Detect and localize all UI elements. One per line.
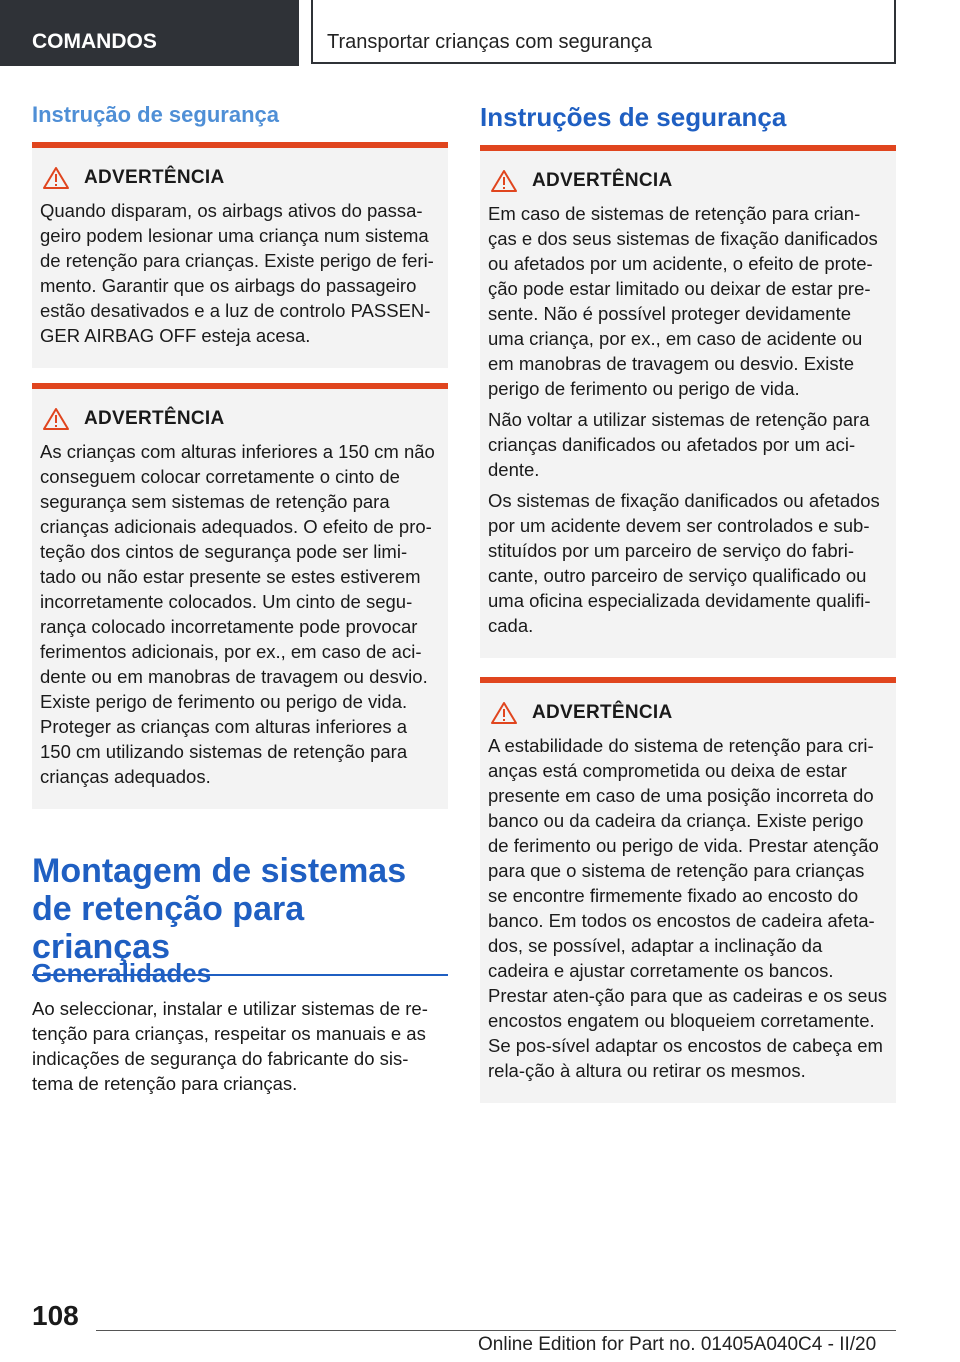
page-header [0,0,960,66]
chapter-title: Transportar crianças com segurança [311,0,896,64]
warning-triangle-icon [490,169,518,193]
section-tab: COMANDOS [0,0,299,66]
warning-header [40,166,440,190]
warning-label: ADVERTÊNCIA [84,167,225,188]
page-number: 108 [32,1300,79,1331]
footer-divider [96,1330,896,1331]
warning-box-seatbelt [32,383,448,809]
warning-text: As crianças com alturas inferiores a 150 cm não conseguem colocar corretamente o cinto de segurança sem sistemas de retenção para crianças adicionais adequados. O efeito de pro-teção dos cintos de segurança pode ser limi-tado ou não estar presente se estes estiverem incorretamente colocados. Um cinto de segu-rança colocado incorretamente pode provocar ferimentos adicionais, por ex., em caso de aci-dente ou em manobras de travagem ou desvio. Existe perigo de ferimento ou perigo de vida. Proteger as crianças com alturas inferiores a 150 cm utilizando sistemas de retenção para crianças adequados. [40,441,435,787]
warning-box-airbag [32,142,448,368]
warning-text: Os sistemas de fixação danificados ou afetados por um acidente devem ser controlados e sub-stituídos por um parceiro de serviço do fabri-cante, outro parceiro de serviço qualificado ou uma oficina especializada devidamente qualifi-cada. [488,490,880,636]
warning-box-stability [480,677,896,1103]
left-heading: Instrução de segurança [32,102,279,127]
warning-text: Quando disparam, os airbags ativos do passa-geiro podem lesionar uma criança num sistema de retenção para crianças. Existe perigo de feri-mento. Garantir que os airbags do passageiro estão desativados e a luz de controlo PASSEN-GER AIRBAG OFF esteja acesa. [40,200,434,346]
warning-box-damaged-systems [480,145,896,658]
warning-header [488,169,888,193]
warning-header [488,701,888,725]
subsection-title: Generalidades [32,958,212,988]
section-title: Montagem de sistemas de retenção para crianças [32,852,448,976]
warning-triangle-icon [42,407,70,431]
warning-header [40,407,440,431]
warning-text: A estabilidade do sistema de retenção para cri-anças está comprometida ou deixa de estar presente em caso de uma posição incorreta do banco ou da cadeira da criança. Existe perigo de ferimento ou perigo de vida. Prestar atenção para que o sistema de retenção para crianças se encontre firmemente fixado ao encosto do banco. Em todos os encostos de cadeira afeta-dos, se possível, adaptar a inclinação da cadeira e ajustar corretamente os bancos. Prestar aten-ção para que as cadeiras e os seus encostos engatem ou bloqueiem corretamente. Se pos-sível adaptar os encostos de cabeça em rela-ção à altura ou retirar os mesmos. [488,735,888,1081]
warning-label: ADVERTÊNCIA [84,408,225,429]
footer-edition: Online Edition for Part no. 01405A040C4 - II/20 [478,1334,877,1355]
warning-triangle-icon [490,701,518,725]
warning-triangle-icon [42,166,70,190]
warning-text: Não voltar a utilizar sistemas de retenção para crianças danificados ou afetados por um aci-dente. [488,409,870,480]
warning-label: ADVERTÊNCIA [532,170,673,191]
warning-label: ADVERTÊNCIA [532,702,673,723]
right-heading: Instruções de segurança [480,102,787,132]
warning-text: Em caso de sistemas de retenção para crian-ças e dos seus sistemas de fixação danificados ou afetados por um acidente, o efeito de prote-ção pode estar limitado ou deixar de estar pre-sente. Não é possível proteger devidamente uma criança, por ex., em caso de acidente ou em manobras de travagem ou desvio. Existe perigo de ferimento ou perigo de vida. [488,203,878,399]
general-text: Ao seleccionar, instalar e utilizar sistemas de re-tenção para crianças, respeitar os manuais e as indicações de segurança do fabricante do sis-tema de retenção para crianças. [32,998,428,1094]
